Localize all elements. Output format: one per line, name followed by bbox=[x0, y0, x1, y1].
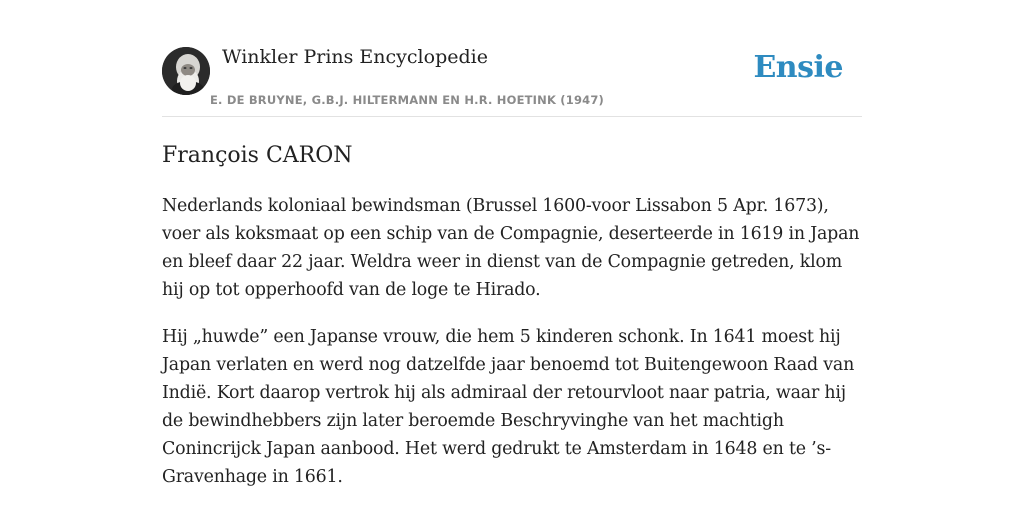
authors-line: E. DE BRUYNE, G.B.J. HILTERMANN EN H.R. HOETINK (1947) bbox=[210, 93, 605, 107]
portrait-photo-icon bbox=[162, 47, 210, 95]
brand-logo[interactable]: Ensie bbox=[753, 50, 843, 85]
page bbox=[162, 0, 862, 491]
article-title: François CARON bbox=[162, 143, 353, 168]
article-paragraph: Nederlands koloniaal bewindsman (Brussel 1600-voor Lissabon 5 Apr. 1673), voer als koksmaat op een schip van de Compagnie, deserteerde in 1619 in Japan en bleef daar 22 jaar. Weldra weer in dienst van de Compagnie getreden, klom hij op tot opperhoofd van de loge te Hirado. bbox=[162, 196, 860, 300]
header bbox=[162, 0, 862, 117]
site-title[interactable]: Winkler Prins Encyclopedie bbox=[222, 46, 488, 68]
article-paragraph: Hij „huwde” een Japanse vrouw, die hem 5 kinderen schonk. In 1641 moest hij Japan verlaten en werd nog datzelfde jaar benoemd tot Buitengewoon Raad van Indië. Kort daarop vertrok hij als admiraal der retourvloot naar patria, waar hij de bewindhebbers zijn later beroemde Beschryvinghe van het machtigh Conincrijck Japan aanbood. Het werd gedrukt te Amsterdam in 1648 en te ’s-Gravenhage in 1661. bbox=[162, 327, 855, 487]
